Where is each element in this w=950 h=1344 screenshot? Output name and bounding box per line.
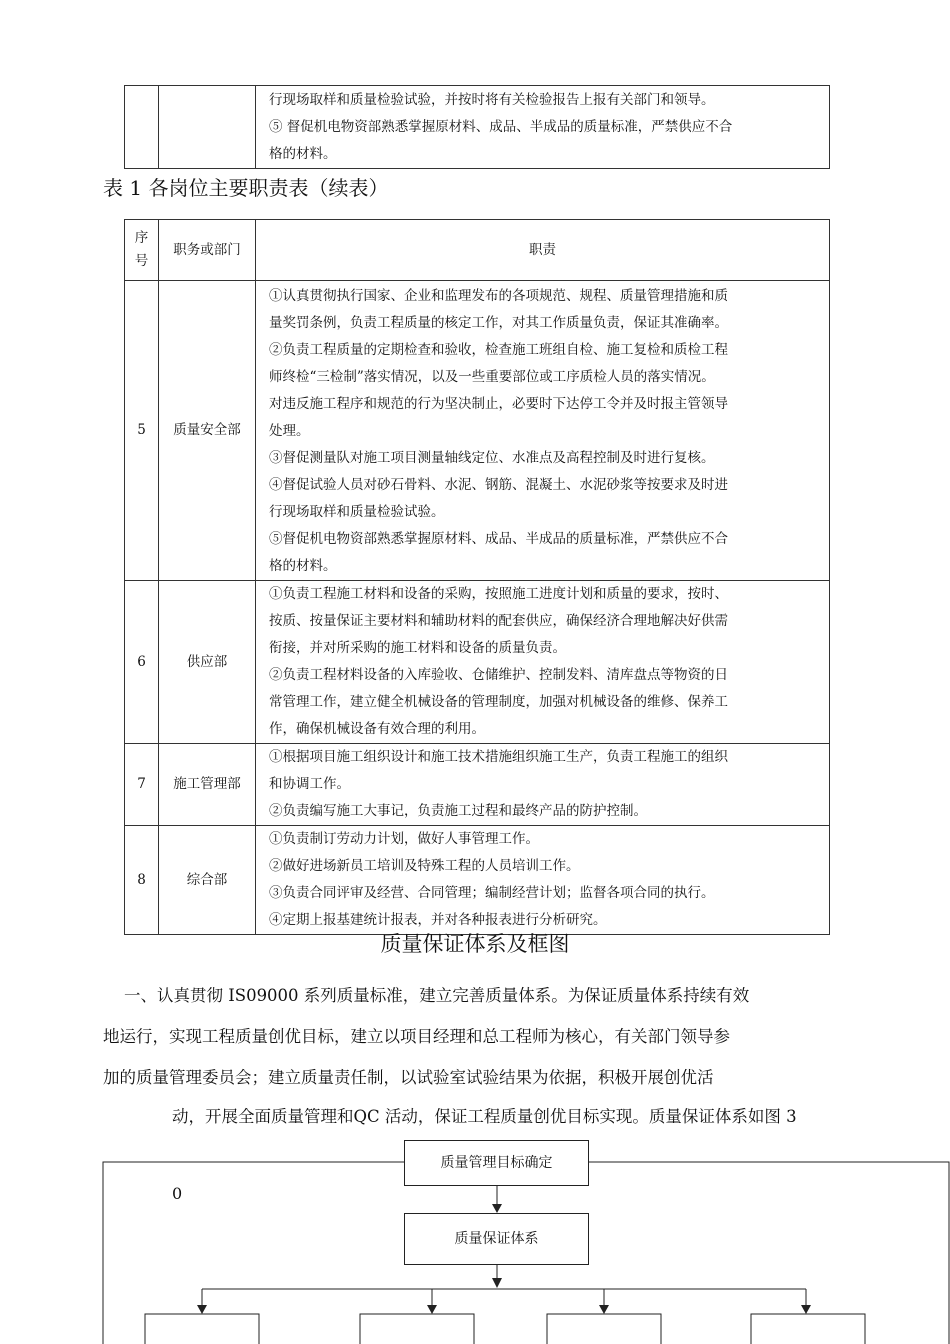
duty-line: 格的材料。 bbox=[269, 146, 337, 162]
duty-line: ①负责工程施工材料和设备的采购，按照施工进度计划和质量的要求，按时、 bbox=[269, 586, 728, 602]
row-number: 5 bbox=[125, 281, 159, 581]
row-dept: 供应部 bbox=[159, 581, 256, 744]
arrow-head bbox=[492, 1278, 502, 1288]
duty-line: 格的材料。 bbox=[269, 558, 337, 574]
row-dept: 质量安全部 bbox=[159, 281, 256, 581]
paragraph-line: 一、认真贯彻 IS09000 系列质量标准，建立完善质量体系。为保证质量体系持续有效 bbox=[124, 986, 750, 1005]
section-title: 质量保证体系及框图 bbox=[380, 932, 570, 956]
duty-line: 量奖罚条例，负责工程质量的核定工作，对其工作质量负责，保证其准确率。 bbox=[269, 315, 728, 331]
duty-line: 行现场取样和质量检验试验。 bbox=[269, 504, 445, 520]
arrow-head bbox=[427, 1305, 437, 1314]
duty-line: ②负责编写施工大事记，负责施工过程和最终产品的防护控制。 bbox=[269, 803, 647, 819]
header-dept: 职务或部门 bbox=[159, 220, 256, 281]
row-number: 7 bbox=[125, 744, 159, 826]
duty-line: 对违反施工程序和规范的行为坚决制止，必要时下达停工令并及时报主管领导 bbox=[269, 396, 728, 412]
paragraph-line: 动，开展全面质量管理和QC 活动，保证工程质量创优目标实现。质量保证体系如图 3 bbox=[172, 1107, 797, 1126]
arrow-head bbox=[599, 1305, 609, 1314]
arrow-head bbox=[197, 1305, 207, 1314]
header-seq: 序 号 bbox=[125, 220, 159, 281]
duty-line: 师终检“三检制”落实情况，以及一些重要部位或工序质检人员的落实情况。 bbox=[269, 369, 715, 385]
duty-line: ④督促试验人员对砂石骨料、水泥、钢筋、混凝土、水泥砂浆等按要求及时进 bbox=[269, 477, 728, 493]
sub-box bbox=[547, 1314, 661, 1344]
duty-line: 按质、按量保证主要材料和辅助材料的配套供应，确保经济合理地解决好供需 bbox=[269, 613, 728, 629]
duty-line: ③负责合同评审及经营、合同管理；编制经营计划；监督各项合同的执行。 bbox=[269, 885, 715, 901]
duty-line: 行现场取样和质量检验试验，并按时将有关检验报告上报有关部门和领导。 bbox=[269, 92, 715, 108]
duty-line: ②做好进场新员工培训及特殊工程的人员培训工作。 bbox=[269, 858, 580, 874]
paragraph-line: 加的质量管理委员会；建立质量责任制，以试验室试验结果为依据，积极开展创优活 bbox=[103, 1068, 714, 1087]
duty-line: 衔接，并对所采购的施工材料和设备的质量负责。 bbox=[269, 640, 566, 656]
duty-line: ③督促测量队对施工项目测量轴线定位、水准点及高程控制及时进行复核。 bbox=[269, 450, 715, 466]
figure-number-fragment: 0 bbox=[172, 1184, 183, 1203]
quality-target-box: 质量管理目标确定 bbox=[404, 1140, 589, 1186]
row-dept: 综合部 bbox=[159, 826, 256, 935]
paragraph-line: 地运行，实现工程质量创优目标，建立以项目经理和总工程师为核心，有关部门领导参 bbox=[103, 1027, 730, 1046]
duty-line: ⑤ 督促机电物资部熟悉掌握原材料、成品、半成品的质量标准，严禁供应不合 bbox=[269, 119, 733, 135]
duty-line: 和协调工作。 bbox=[269, 776, 350, 792]
duty-line: 处理。 bbox=[269, 423, 310, 439]
sub-box bbox=[145, 1314, 259, 1344]
arrow-head bbox=[801, 1305, 811, 1314]
duty-line: 作，确保机械设备有效合理的利用。 bbox=[269, 721, 485, 737]
duty-line: ②负责工程材料设备的入库验收、仓储维护、控制发料、清库盘点等物资的日 bbox=[269, 667, 728, 683]
table-caption: 表 1 各岗位主要职责表（续表） bbox=[103, 176, 389, 200]
sub-box bbox=[360, 1314, 474, 1344]
row-number: 6 bbox=[125, 581, 159, 744]
row-dept: 施工管理部 bbox=[159, 744, 256, 826]
row-number: 8 bbox=[125, 826, 159, 935]
duty-line: ⑤督促机电物资部熟悉掌握原材料、成品、半成品的质量标准，严禁供应不合 bbox=[269, 531, 728, 547]
duty-line: 常管理工作，建立健全机械设备的管理制度，加强对机械设备的维修、保养工 bbox=[269, 694, 728, 710]
duty-line: ②负责工程质量的定期检查和验收，检查施工班组自检、施工复检和质检工程 bbox=[269, 342, 728, 358]
header-duty: 职责 bbox=[256, 220, 830, 281]
duty-line: ①根据项目施工组织设计和施工技术措施组织施工生产，负责工程施工的组织 bbox=[269, 749, 728, 765]
duty-line: ④定期上报基建统计报表，并对各种报表进行分析研究。 bbox=[269, 912, 607, 928]
duty-line: ①负责制订劳动力计划，做好人事管理工作。 bbox=[269, 831, 539, 847]
duty-line: ①认真贯彻执行国家、企业和监理发布的各项规范、规程、质量管理措施和质 bbox=[269, 288, 728, 304]
arrow-head bbox=[492, 1204, 502, 1213]
quality-system-box: 质量保证体系 bbox=[404, 1213, 589, 1265]
sub-box bbox=[751, 1314, 865, 1344]
